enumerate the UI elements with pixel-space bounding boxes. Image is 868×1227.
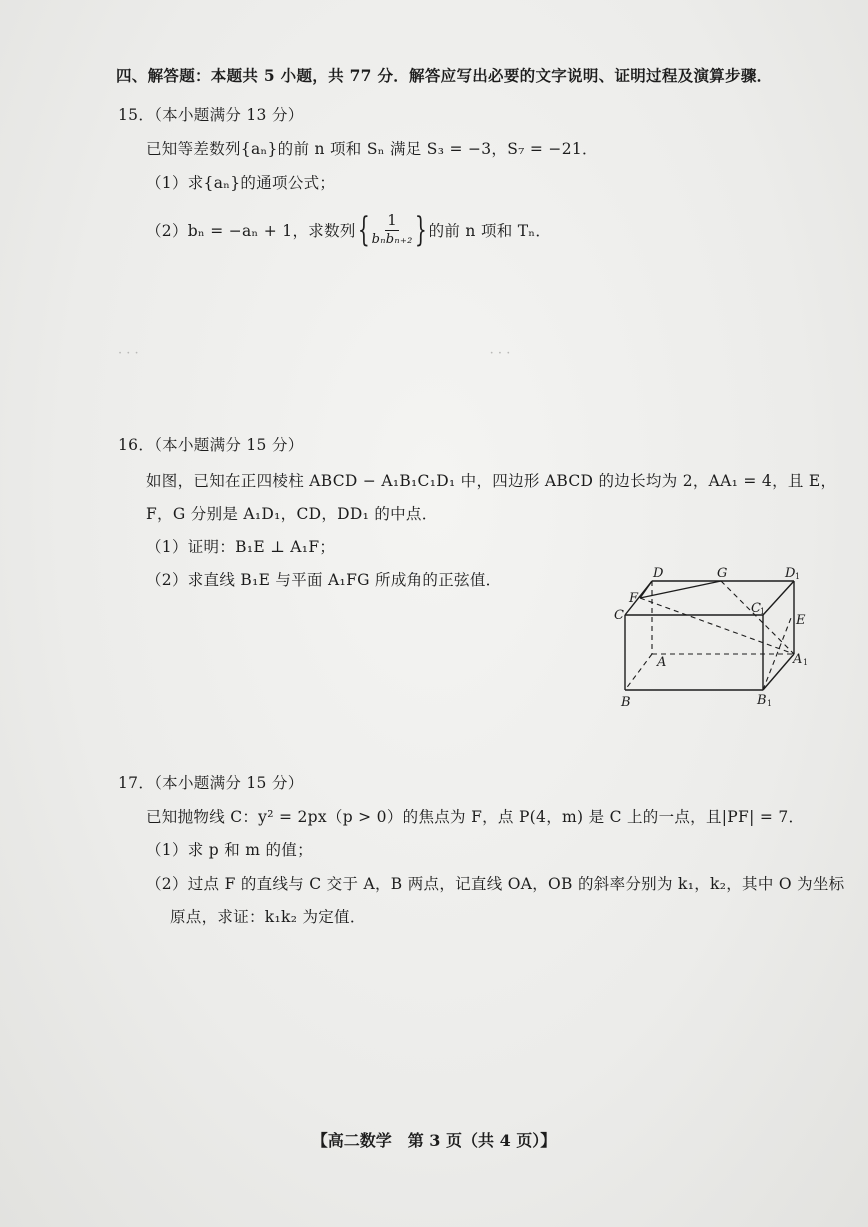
q17-title: 17．（本小题满分 15 分）: [118, 774, 304, 792]
q16-title: 16．（本小题满分 15 分）: [118, 436, 304, 454]
q16-stem-line2: F，G 分别是 A₁D₁，CD，DD₁ 的中点．: [146, 505, 438, 523]
label-E: E: [796, 613, 806, 628]
q15-part2-prefix: （2）bₙ = −aₙ + 1，求数列: [146, 221, 356, 240]
label-C: C: [614, 608, 624, 623]
q16-stem-line1: 如图，已知在正四棱柱 ABCD − A₁B₁C₁D₁ 中，四边形 ABCD 的边长均为 2，AA₁ = 4，且 E，: [146, 472, 837, 490]
q16-part1: （1）证明：B₁E ⊥ A₁F；: [146, 538, 336, 556]
label-D: D: [653, 566, 664, 581]
q15-title: 15．（本小题满分 13 分）: [118, 106, 304, 124]
q16-part2: （2）求直线 B₁E 与平面 A₁FG 所成角的正弦值．: [146, 571, 502, 589]
label-D1-sub: 1: [795, 572, 801, 581]
q17-stem: 已知抛物线 C：y² = 2px（p > 0）的焦点为 F，点 P(4，m) 是 C 上的一点，且|PF| = 7．: [146, 808, 805, 826]
label-B: B: [621, 695, 631, 710]
q15-part2: [146, 210, 551, 249]
label-B1: B: [757, 693, 767, 708]
page-footer: 【高二数学 第 3 页（共 4 页）】: [311, 1131, 557, 1150]
label-C1-sub: 1: [760, 607, 766, 616]
q15-stem: 已知等差数列{aₙ}的前 n 项和 Sₙ 满足 S₃ = −3，S₇ = −21．: [146, 140, 598, 158]
q17-part2-line2: 原点，求证：k₁k₂ 为定值．: [170, 908, 366, 926]
label-C1: C: [751, 601, 761, 616]
label-A1: A: [793, 652, 803, 667]
q17-part1: （1）求 p 和 m 的值；: [146, 841, 313, 859]
q15-fraction-denominator: bₙbₙ₊₂: [371, 232, 413, 247]
label-F: F: [629, 591, 639, 606]
q15-part1: （1）求{aₙ}的通项公式；: [146, 174, 336, 192]
q15-fraction: { $\frac{1}{\text{bₙbₙ₊₂}}$ }: [357, 209, 427, 250]
label-B1-sub: 1: [767, 699, 773, 708]
q15-fraction-numerator: 1: [387, 211, 398, 229]
section-heading: 四、解答题：本题共 5 小题，共 77 分．解答应写出必要的文字说明、证明过程及演算步骤．: [116, 66, 773, 85]
label-D1: D: [785, 566, 796, 581]
label-G: G: [717, 566, 728, 581]
label-A1-sub: 1: [803, 658, 809, 667]
q17-part2-line1: （2）过点 F 的直线与 C 交于 A，B 两点，记直线 OA，OB 的斜率分别为 k₁，k₂，其中 O 为坐标: [146, 875, 845, 893]
prism-figure: [605, 562, 820, 712]
bleed-through-text: · · · · · ·: [118, 346, 511, 361]
label-A: A: [657, 655, 667, 670]
q15-part2-suffix: 的前 n 项和 Tₙ．: [428, 221, 552, 240]
